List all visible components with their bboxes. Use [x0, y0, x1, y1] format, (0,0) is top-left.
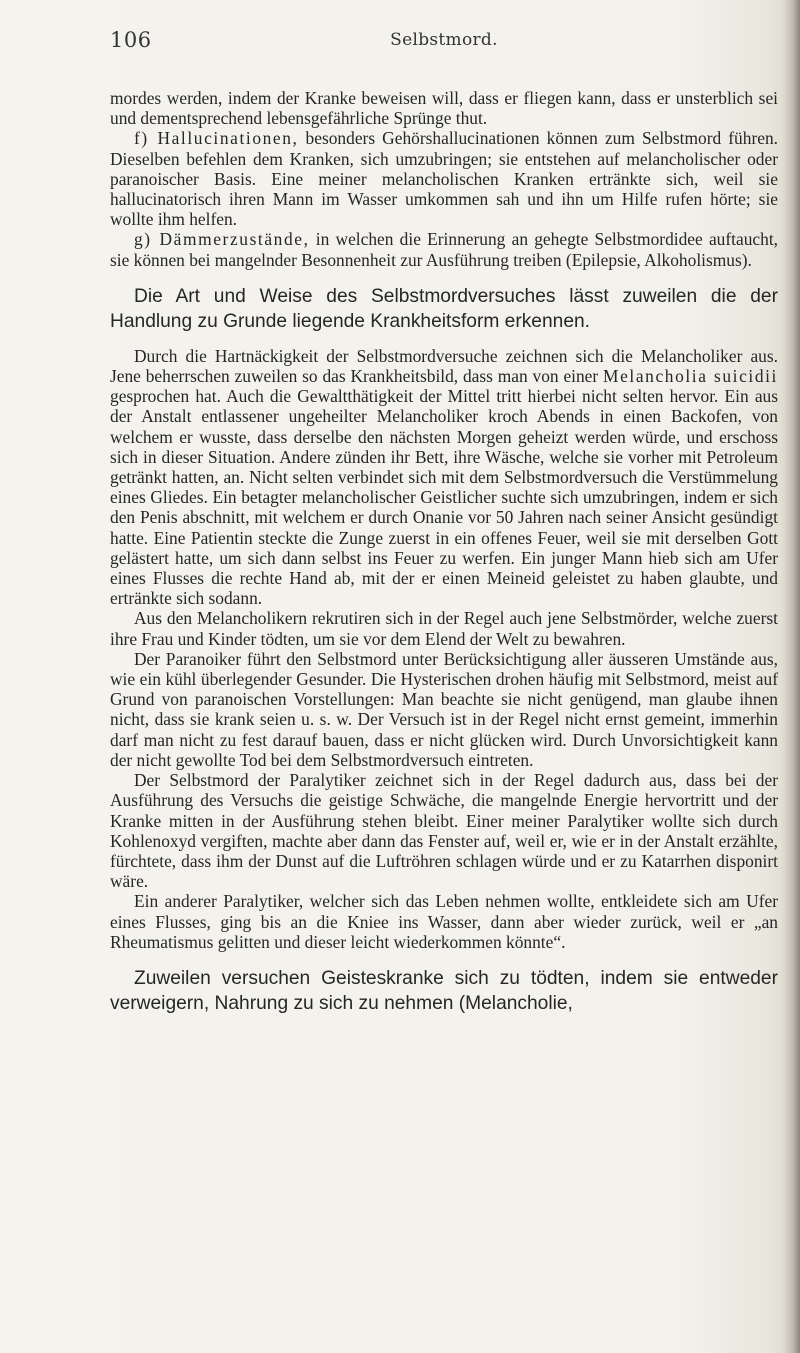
paragraph-paralytics: Der Selbstmord der Paralytiker zeichnet sich in der Regel dadurch aus, dass bei der Ausführung des Versuchs die geistige Schwäche, die mangelnde Energie hervortritt und der Kranke mitten in der Ausführung stehen bleibt. Einer meiner Paralytiker wollte sich durch Kohlenoxyd vergiften, machte aber dann das Fenster auf, weil er, wie er in der Anstalt erzählte, fürchtete, dass ihm der Dunst auf die Luftröhren schlagen würde und er zu Katarrhen disponirt wäre. [110, 770, 778, 892]
page-header [110, 28, 778, 56]
paragraph-melancholics-text-a: Durch die Hartnäckigkeit der Selbstmordversuche zeichnen sich die Melancholiker aus. Jene beherrschen zuweilen so das Krankheitsbild, dass man von einer [110, 345, 778, 387]
item-label-hallucinations: f) Hallucinationen, [134, 128, 299, 149]
page-edge-shadow [782, 0, 800, 1353]
paragraph-paralytic-river: Ein anderer Paralytiker, welcher sich das Leben nehmen wollte, entkleidete sich am Ufer eines Flusses, ging bis an die Kniee ins Wasser, dann aber wieder zurück, weil er „an Rheumatismus gelitten und dieser leicht wiederkommen könnte“. [110, 891, 778, 952]
paragraph-melancholics-text-b: gesprochen hat. Auch die Gewaltthätigkeit der Mittel tritt hierbei nicht selten hervor. Ein aus der Anstalt entlassener ungeheilter Melancholiker kroch Abends in einen Backofen, von welchem er wusste, dass derselbe den nächsten Morgen geheizt werden würde, und erschoss sich in dieser Situation. Andere zünden ihr Bett, ihre Wäsche, welche sie vorher mit Petroleum getränkt hatten, an. Nicht selten verbindet sich mit dem Selbstmordversuch die Verstümmelung eines Gliedes. Ein betagter melancholischer Geistlicher suchte sich umzubringen, indem er sich den Penis abschnitt, mit welchem er durch Onanie vor 50 Jahren nach seiner Ansicht gesündigt hatte. Eine Patientin steckte die Zunge zuerst in ein offenes Feuer, weil sie mit derselben Gott gelästert hatte, um sich dann selbst ins Feuer zu werfen. Ein junger Mann hieb sich am Ufer eines Flusses die rechte Hand ab, mit der er einen Meineid geleistet zu haben glaubte, und ertränkte sich sodann. [110, 386, 778, 609]
paragraph-family-murder: Aus den Melancholikern rekrutiren sich in der Regel auch jene Selbstmörder, welche zuerst ihre Frau und Kinder tödten, um sie vor dem Elend der Welt zu bewahren. [110, 608, 778, 649]
closing-paragraph: Zuweilen versuchen Geisteskranke sich zu tödten, indem sie entweder verweigern, Nahrung zu sich zu nehmen (Melancholie, [110, 967, 778, 1014]
paragraph-hallucinations [110, 128, 778, 229]
item-label-twilight-states: g) Dämmerzustände, [134, 229, 310, 250]
paragraph-continuation: mordes werden, indem der Kranke beweisen will, dass er fliegen kann, dass er unsterblich sei und dementsprechend lebensgefährliche Sprünge thut. [110, 88, 778, 129]
page-number: 106 [110, 28, 152, 52]
term-melancholia-suicidii: Melancholia suicidii [603, 366, 778, 387]
running-head: Selbstmord. [390, 30, 498, 50]
paragraph-twilight-states [110, 229, 778, 269]
section-heading: Die Art und Weise des Selbstmordversuches lässt zuweilen die der Handlung zu Grunde liegende Krankheitsform erkennen. [110, 285, 778, 332]
paragraph-paranoiacs: Der Paranoiker führt den Selbstmord unter Berücksichtigung aller äusseren Umstände aus, wie ein kühl überlegender Gesunder. Die Hysterischen drohen häufig mit Selbstmord, meist auf Grund von paranoischen Vorstellungen: Man beachte sie nicht genügend, man glaube ihnen nicht, dass sie krank seien u. s. w. Der Versuch ist in der Regel nicht ernst gemeint, immerhin darf man nicht zu fest darauf bauen, dass er nicht glücken wird. Durch Unvorsichtigkeit kann der nicht gewollte Tod bei dem Selbstmordversuch eintreten. [110, 648, 778, 770]
body-text [110, 88, 778, 1016]
paragraph-hallucinations-text: besonders Gehörshallucinationen können zum Selbstmord führen. Dieselben befehlen dem Kranken, sich umzubringen; sie entstehen auf melancholischer oder paranoischer Basis. Eine meiner melancholischen Kranken ertränkte sich, weil sie hallucinatorisch ihren Mann im Wasser umkommen sah und ihn um Hilfe rufen hörte; sie wollte ihm helfen. [110, 128, 778, 230]
paragraph-melancholics [110, 346, 778, 609]
paragraph-twilight-states-text: in welchen die Erinnerung an gehegte Selbstmordidee auftaucht, sie können bei mangelnder Besonnenheit zur Ausführung treiben (Epilepsie, Alkoholismus). [110, 229, 778, 270]
